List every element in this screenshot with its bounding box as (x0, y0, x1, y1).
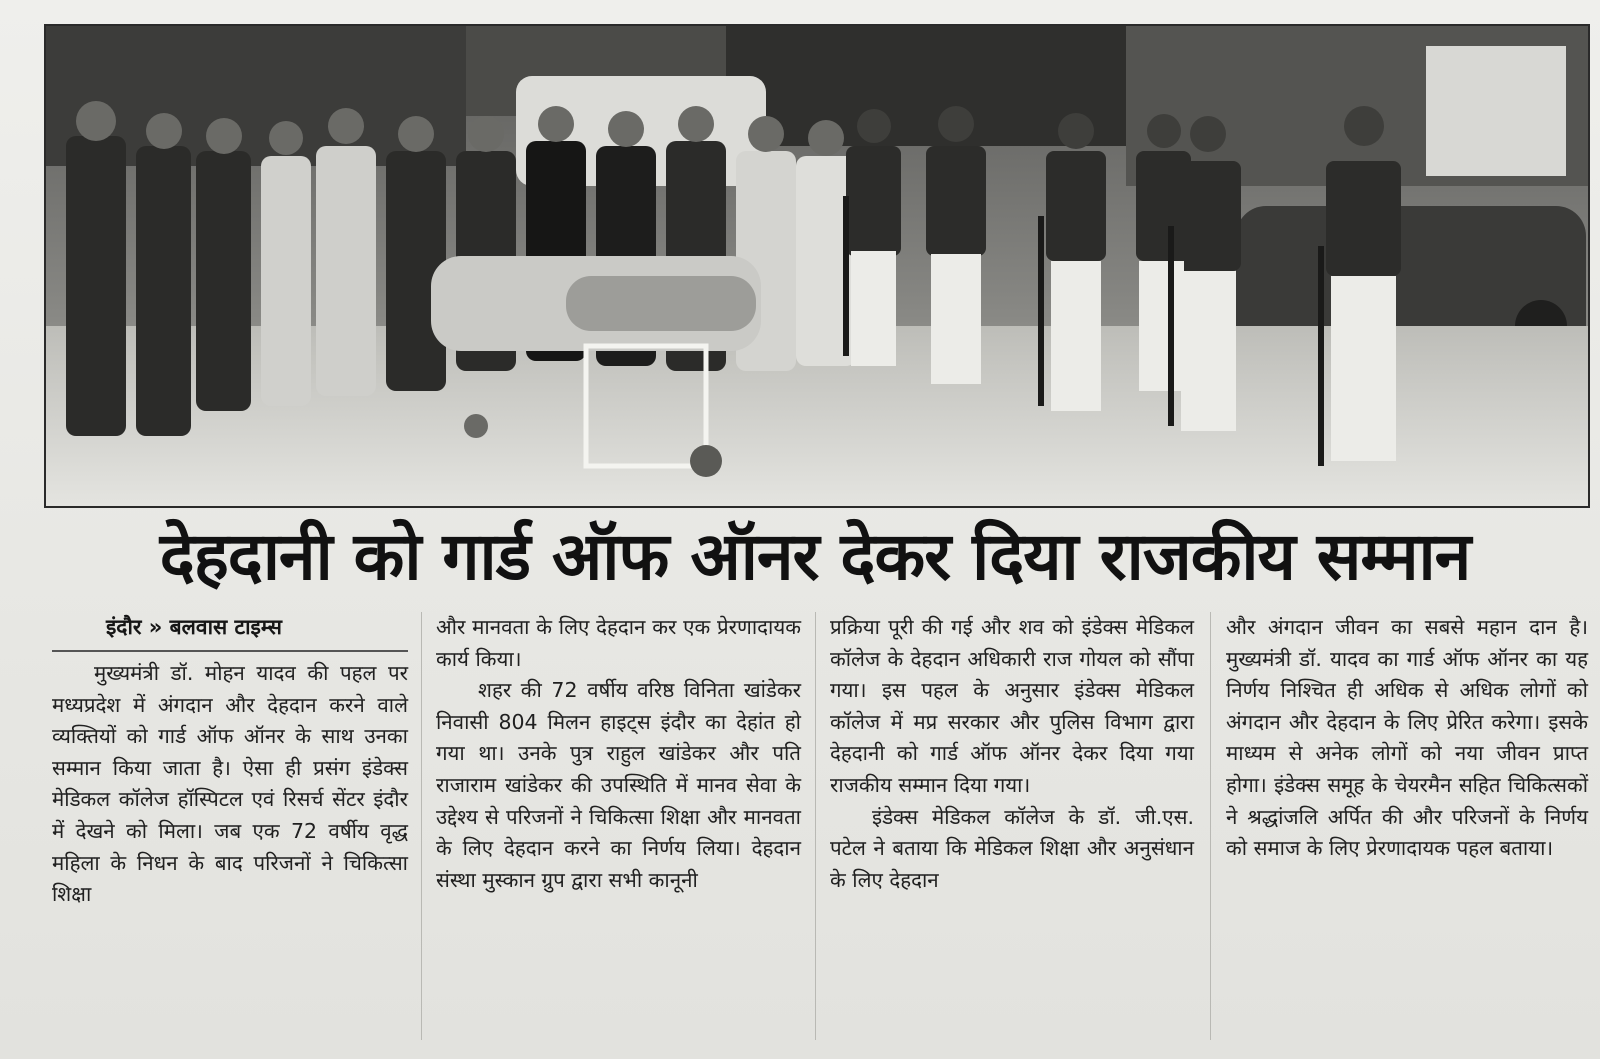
dateline: इंदौर » बलवास टाइम्स (106, 615, 282, 639)
headline: देहदानी को गार्ड ऑफ ऑनर देकर दिया राजकीय सम्मान (159, 518, 1471, 595)
column-divider (1210, 612, 1211, 1040)
article-paragraph: और अंगदान जीवन का सबसे महान दान है। मुख्यमंत्री डॉ. यादव का गार्ड ऑफ ऑनर का यह निर्णय निश्चित ही अधिक से अधिक लोगों को अंगदान और देहदान के लिए प्रेरित करेगा। इसके माध्यम से अनेक लोगों को नया जीवन प्राप्त होगा। इंडेक्स समूह के चेयरमैन सहित चिकित्सकों ने श्रद्धांजलि अर्पित की और परिजनों के निर्णय को समाज के लिए प्रेरणादायक पहल बताया। (1226, 615, 1588, 861)
article-column-2 (436, 612, 801, 896)
article-paragraph: मुख्यमंत्री डॉ. मोहन यादव की पहल पर मध्यप्रदेश में अंगदान और देहदान करने वाले व्यक्तियों को गार्ड ऑफ ऑनर के साथ उनका सम्मान किया जाता है। ऐसा ही प्रसंग इंडेक्स मेडिकल कॉलेज हॉस्पिटल एवं रिसर्च सेंटर इंदौर में देखने को मिला। जब एक 72 वर्षीय वृद्ध महिला के निधन के बाद परिजनों ने चिकित्सा शिक्षा (52, 661, 408, 907)
article-paragraph: इंडेक्स मेडिकल कॉलेज के डॉ. जी.एस. पटेल ने बताया कि मेडिकल शिक्षा और अनुसंधान के लिए देहदान (830, 804, 1194, 892)
article-paragraph: प्रक्रिया पूरी की गई और शव को इंडेक्स मेडिकल कॉलेज के देहदान अधिकारी राज गोयल को सौंपा गया। इस पहल के अनुसार इंडेक्स मेडिकल कॉलेज में मप्र सरकार और पुलिस विभाग द्वारा देहदानी को गार्ड ऑफ ऑनर देकर दिया गया राजकीय सम्मान दिया गया। (830, 615, 1194, 797)
article-paragraph: शहर की 72 वर्षीय वरिष्ठ विनिता खांडेकर निवासी 804 मिलन हाइट्स इंदौर का देहांत हो गया था। उनके पुत्र राहुल खांडेकर और पति राजाराम खांडेकर की उपस्थिति में मानव सेवा के उद्देश्य से परिजनों ने चिकित्सा शिक्षा और मानवता के लिए देहदान करने का निर्णय लिया। देहदान संस्था मुस्कान ग्रुप द्वारा सभी कानूनी (436, 678, 801, 892)
article-column-1 (52, 612, 408, 911)
column-divider (815, 612, 816, 1040)
news-photo (44, 24, 1590, 508)
article-column-3 (830, 612, 1194, 896)
article-paragraph: और मानवता के लिए देहदान कर एक प्रेरणादायक कार्य किया। (436, 615, 801, 671)
column-divider (421, 612, 422, 1040)
article-column-4 (1226, 612, 1588, 865)
news-photo-illustration (46, 26, 1588, 506)
dateline-rule (52, 650, 408, 652)
